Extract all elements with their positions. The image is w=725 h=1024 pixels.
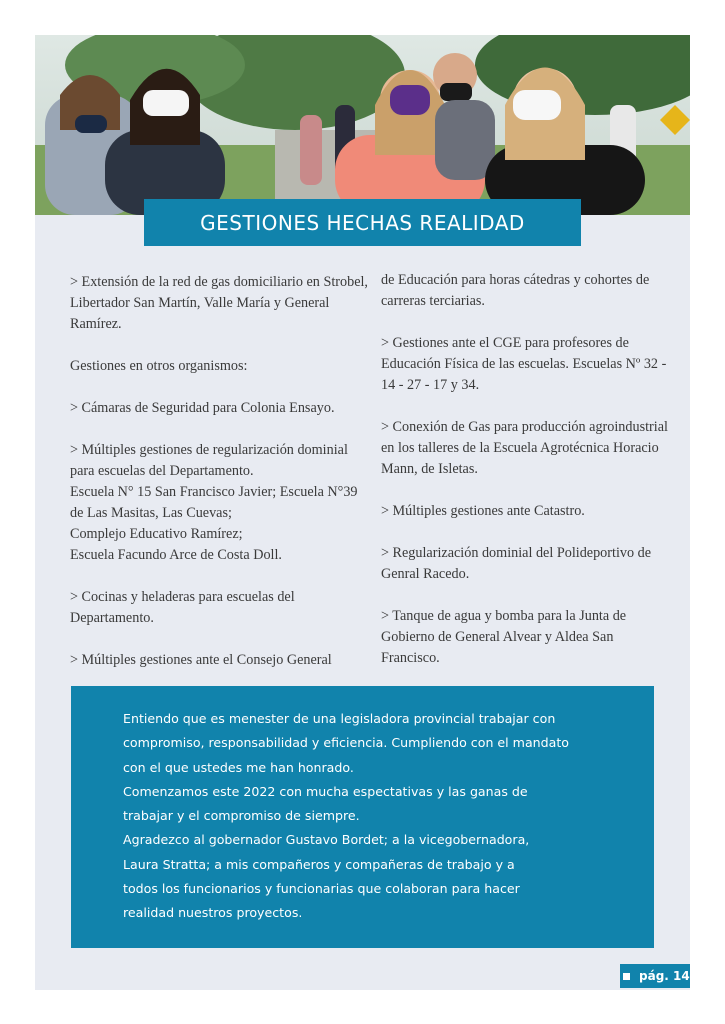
closing-message	[123, 707, 643, 926]
page-number-badge	[620, 964, 690, 988]
paragraph: > Cámaras de Seguridad para Colonia Ensayo.	[70, 400, 335, 416]
message-line: realidad nuestros proyectos.	[123, 905, 303, 921]
paragraph: > Tanque de agua y bomba para la Junta de Gobierno de General Alvear y Aldea San Francisco.	[381, 608, 627, 666]
closing-message-box	[71, 686, 654, 948]
paragraph: Escuela N° 15 San Francisco Javier; Escuela N°39 de Las Masitas, Las Cuevas;	[70, 484, 358, 521]
paragraph: > Regularización dominial del Polideportivo de Genral Racedo.	[381, 545, 652, 582]
message-line: con el que ustedes me han honrado.	[123, 759, 354, 775]
group-photo-icon	[35, 35, 690, 215]
paragraph: > Cocinas y heladeras para escuelas del Departamento.	[70, 589, 295, 626]
message-line: Laura Stratta; a mis compañeros y compañeras de trabajo y a	[123, 856, 515, 872]
paragraph: de Educación para horas cátedras y cohortes de carreras terciarias.	[381, 272, 650, 309]
message-line: Entiendo que es menester de una legisladora provincial trabajar con	[123, 711, 556, 726]
page-number: pág. 14	[639, 969, 690, 983]
paragraph: > Múltiples gestiones ante Catastro.	[381, 503, 585, 519]
paragraph: > Múltiples gestiones de regularización dominial para escuelas del Departamento.	[70, 442, 348, 479]
header-photo	[35, 35, 690, 215]
square-icon	[623, 973, 630, 980]
section-title: GESTIONES HECHAS REALIDAD	[200, 210, 525, 235]
message-line: Comenzamos este 2022 con mucha espectativas y las ganas de	[123, 783, 528, 799]
left-column	[70, 272, 370, 692]
right-column	[381, 270, 671, 690]
paragraph: Gestiones en otros organismos:	[70, 358, 248, 374]
message-line: Agradezco al gobernador Gustavo Bordet; a la vicegobernadora,	[123, 832, 530, 848]
paragraph: Escuela Facundo Arce de Costa Doll.	[70, 547, 282, 563]
paragraph: > Múltiples gestiones ante el Consejo General	[70, 652, 332, 668]
paragraph: > Gestiones ante el CGE para profesores de Educación Física de las escuelas. Escuelas Nº 32 - 14 - 27 - 17 y 34.	[381, 335, 667, 393]
paragraph: Complejo Educativo Ramírez;	[70, 526, 243, 542]
paragraph: > Extensión de la red de gas domiciliario en Strobel, Libertador San Martín, Valle María y General Ramírez.	[70, 274, 368, 332]
section-banner	[144, 199, 581, 246]
paragraph: > Conexión de Gas para producción agroindustrial en los talleres de la Escuela Agrotécnica Horacio Mann, de Isletas.	[381, 419, 668, 477]
message-line: trabajar y el compromiso de siempre.	[123, 808, 360, 824]
message-line: compromiso, responsabilidad y eficiencia. Cumpliendo con el mandato	[123, 735, 569, 751]
message-line: todos los funcionarios y funcionarias que colaboran para hacer	[123, 881, 520, 897]
